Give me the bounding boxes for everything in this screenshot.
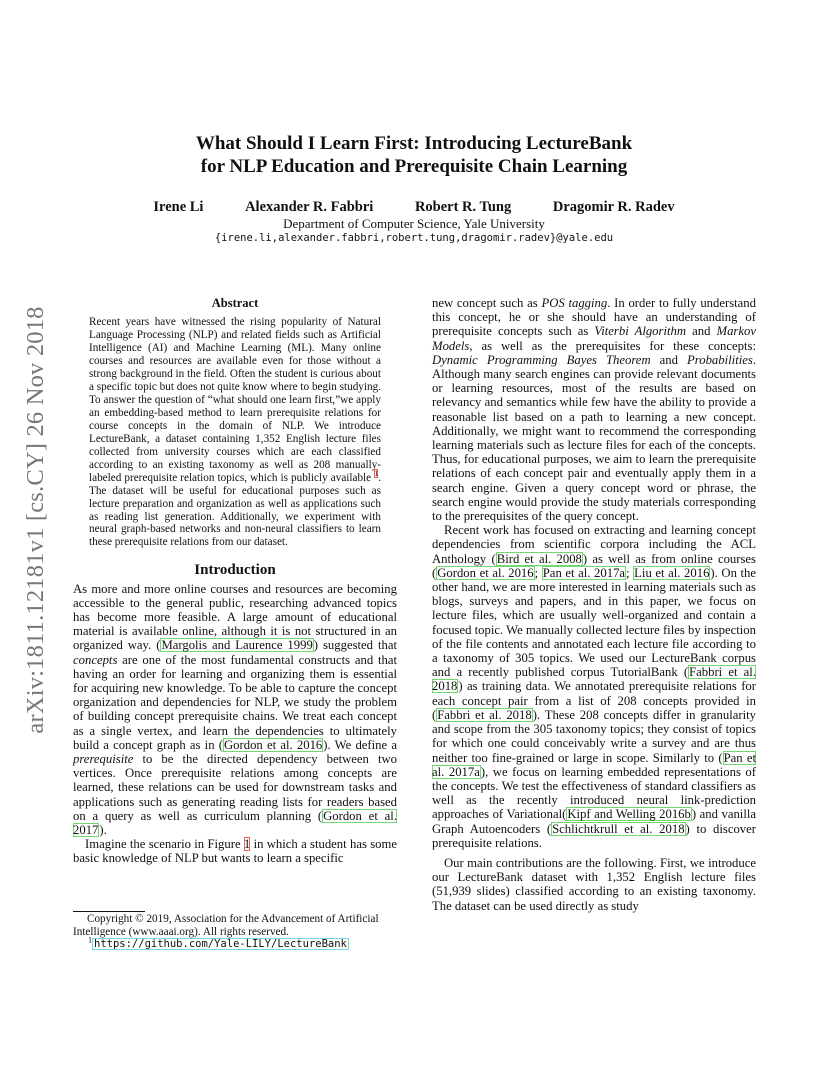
left-column [73, 296, 397, 866]
title-line-1: What Should I Learn First: Introducing LectureBank [195, 133, 633, 154]
copyright-notice: Copyright © 2019, Association for the Advancement of Artificial Intelligence (www.aaai.org). All rights reserved. [73, 913, 379, 938]
citation-link[interactable]: Gordon et al. 2016 [437, 565, 534, 580]
intro-paragraph-1: As more and more online courses and resources are becoming accessible to the general public, researching advanced topics has become more feasible. A large amount of educational material is available online, although it is not structured in an organized way. (Margolis and Laurence 1999) suggested that concepts are one of the most fundamental constructs and that having an order for learning and organizing them is essential for acquiring new knowledge. To be able to capture the concept organization and dependencies for NLP, we study the problem of building concept prerequisite chains. We treat each concept as a single vertex, and learn the dependencies to ultimately build a concept graph as in (Gordon et al. 2016). We define a prerequisite to be the directed dependency between two vertices. Once prerequisite relations among concepts are learned, these relations can be used for downstream tasks and applications such as generating reading lists for readers based on a query as well as curriculum planning (Gordon et al. 2017). [73, 581, 398, 838]
section-heading-introduction: Introduction [194, 562, 276, 579]
intro-paragraph-2: Imagine the scenario in Figure 1 in which a student has some basic knowledge of NLP but wants to learn a specific [73, 837, 397, 866]
author-emails: {irene.li,alexander.fabbri,robert.tung,dragomir.radev}@yale.edu [214, 232, 614, 244]
citation-link[interactable]: Pan et al. 2017a [432, 750, 756, 779]
author-list [0, 199, 828, 216]
citation-link[interactable]: Schlichtkrull et al. 2018 [552, 821, 685, 836]
right-paragraph-1: new concept such as POS tagging. In order to fully understand this concept, he or she should have an understanding of prerequisite concepts such as Viterbi Algorithm and Markov Models, as well as the prerequisites for these concepts: Dynamic Programming Bayes Theorem and Probabilities. Although many search engines can provide relevant documents or learning resources, most of the results are based on relevancy and semantics while few have the ability to provide a reasonable list based on a path to learning a new concept. Additionally, we might want to recommend the corresponding learning materials such as lecture files for each of the concepts. Thus, for educational purposes, we aim to learn the prerequisite relations of each concept pair and eventually apply them in a search engine. Given a query concept word or phrase, the search engine would provide the study materials corresponding to the prerequisites of the query concept. [432, 296, 756, 524]
citation-link[interactable]: Liu et al. 2016 [634, 565, 710, 580]
title-line-2: for NLP Education and Prerequisite Chain Learning [200, 156, 628, 177]
footnote-link[interactable]: 1 [374, 468, 379, 478]
abstract-text: Recent years have witnessed the rising popularity of Natural Language Processing (NLP) and related fields such as Artificial Intelligence (AI) and Machine Learning (ML). Many online courses and resources are available even for those without a strong background in the field. Often the student is curious about a specific topic but does not quite know where to begin studying. To answer the question of “what should one learn first,”we apply an embedding-based method to learn prerequisite relations for course concepts in the domain of NLP. We introduce LectureBank, a dataset containing 1,352 English lecture files collected from university courses which are each classified according to an existing taxonomy as well as 208 manually-labeled prerequisite relation topics, which is publicly available $^1$. The dataset will be useful for educational purposes such as lecture preparation and organization as well as applications such as reading list generation. Additionally, we experiment with neural graph-based networks and non-neural classifiers to learn these prerequisite relations from our dataset. [89, 316, 382, 549]
footnote-rule [73, 911, 145, 912]
citation-link[interactable]: Margolis and Laurence 1999 [161, 638, 313, 653]
author: Alexander R. Fabbri [245, 199, 374, 215]
citation-link[interactable]: Kipf and Welling 2016b [567, 807, 691, 822]
abstract-heading: Abstract [211, 296, 259, 310]
right-column [432, 296, 756, 913]
citation-link[interactable]: Pan et al. 2017a [542, 565, 626, 580]
footnote: $^1$ https://github.com/Yale-LILY/LectureBank [88, 935, 347, 950]
paper-title [0, 132, 828, 178]
citation-link[interactable]: Fabbri et al. 2018 [437, 707, 532, 722]
citation-link[interactable]: Gordon et al. 2017 [73, 808, 397, 838]
right-paragraph-3: Our main contributions are the following. First, we introduce our LectureBank dataset with 1,352 English lecture files (51,939 slides) classified according to an existing taxonomy. The dataset can be used directly as study [432, 855, 756, 913]
citation-link[interactable]: Gordon et al. 2016 [224, 737, 323, 752]
affiliation: Department of Computer Science, Yale University [283, 216, 545, 231]
right-paragraph-2: Recent work has focused on extracting and learning concept dependencies from scientific corpora including the ACL Anthology (Bird et al. 2008) as well as from online courses (Gordon et al. 2016; Pan et al. 2017a; Liu et al. 2016). On the other hand, we are more interested in learning materials such as blogs, surveys and papers, and in this paper, we focus on lecture files, which are usually well-organized and contain a focused topic. We manually collected lecture files by inspection of the file contents and annotated each lecture file according to a taxonomy of 305 topics. We used our LectureBank corpus and a recently published corpus TutorialBank (Fabbri et al. 2018) as training data. We annotated prerequisite relations for each concept pair from a list of 208 concepts provided in (Fabbri et al. 2018). These 208 concepts differ in granularity and scope from the 305 taxonomy topics; they consist of topics for which one could conceivably write a survey and are thus neither too fine-grained or large in scope. Similarly to (Pan et al. 2017a), we focus on learning embedded representations of the concepts. We test the effectiveness of standard classifiers as well as the recently introduced neural link-prediction approaches of Variational(Kipf and Welling 2016b) and vanilla Graph Autoencoders (Schlichtkrull et al. 2018) to discover prerequisite relations. [432, 523, 757, 850]
author: Irene Li [153, 199, 204, 215]
citation-link[interactable]: Bird et al. 2008 [496, 551, 582, 566]
footnote-url-link[interactable]: https://github.com/Yale-LILY/LectureBank [94, 938, 347, 950]
author: Dragomir R. Radev [552, 199, 675, 215]
citation-link[interactable]: Fabbri et al. 2018 [432, 665, 756, 694]
figure-link[interactable]: 1 [243, 837, 251, 852]
author: Robert R. Tung [414, 199, 512, 215]
arxiv-identifier: arXiv:1811.12181v1 [cs.CY] 26 Nov 2018 [22, 306, 49, 734]
